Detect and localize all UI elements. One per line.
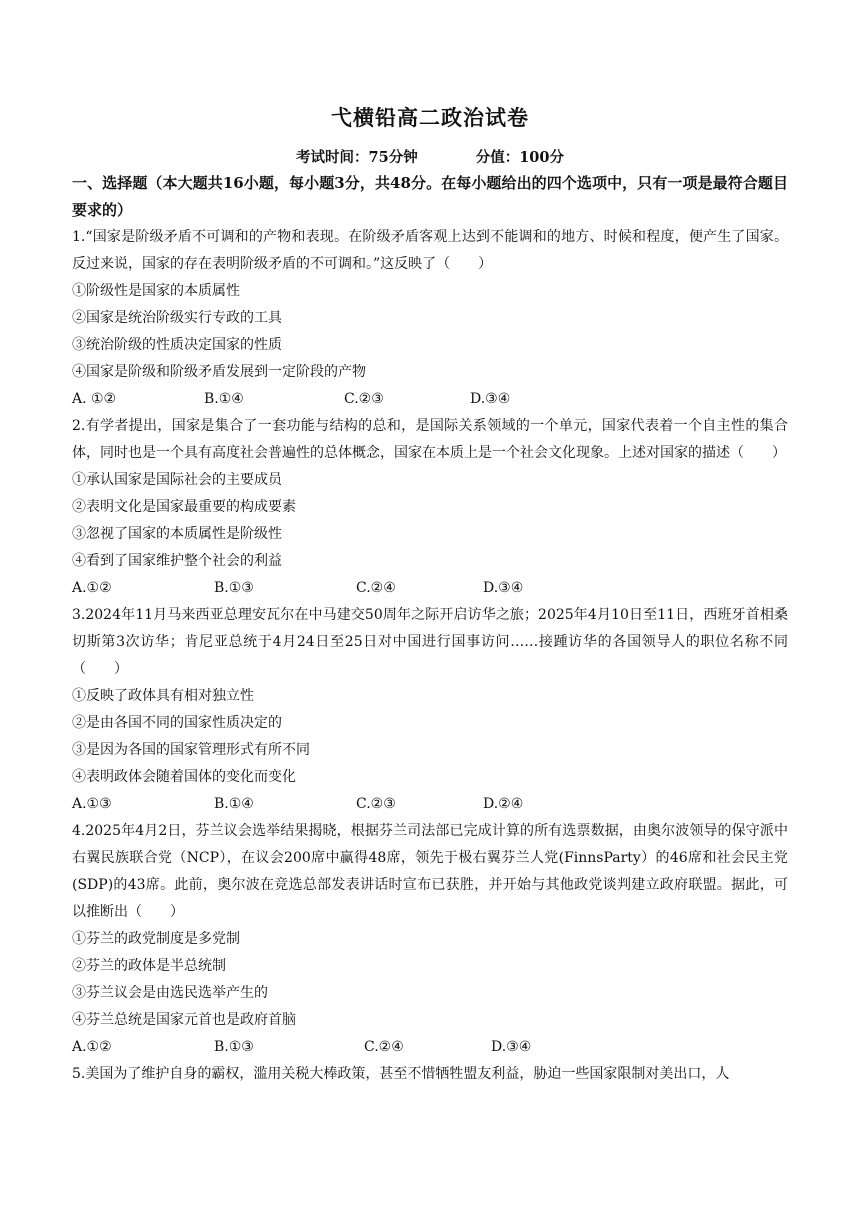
statement-item: ④表明政体会随着国体的变化而变化 bbox=[72, 769, 296, 785]
statement-item: ④芬兰总统是国家元首也是政府首脑 bbox=[72, 1012, 296, 1028]
answer-option: D.③④ bbox=[470, 391, 511, 407]
statement-item: ③芬兰议会是由选民选举产生的 bbox=[72, 985, 268, 1001]
statement-item: ①承认国家是国际社会的主要成员 bbox=[72, 472, 282, 488]
statement-item: ①反映了政体具有相对独立性 bbox=[72, 688, 254, 704]
answer-option: B.①③ bbox=[214, 1039, 254, 1055]
answer-option: A.①② bbox=[72, 580, 112, 596]
answer-option: D.③④ bbox=[483, 580, 524, 596]
answer-option: D.②④ bbox=[483, 796, 524, 812]
statement-item: ③是因为各国的国家管理形式有所不同 bbox=[72, 742, 310, 758]
answer-options bbox=[72, 1034, 788, 1061]
answer-option: A. ①② bbox=[72, 391, 117, 407]
question-stem: 5.美国为了维护自身的霸权，滥用关税大棒政策，甚至不惜牺牲盟友利益，胁迫一些国家限制对美出口，人 bbox=[72, 1066, 730, 1082]
statement-item: ③统治阶级的性质决定国家的性质 bbox=[72, 337, 282, 353]
answer-option: C.②③ bbox=[356, 796, 396, 812]
statement-item: ②是由各国不同的国家性质决定的 bbox=[72, 715, 282, 731]
answer-option: D.③④ bbox=[491, 1039, 532, 1055]
exam-title: 弋横铅高二政治试卷 bbox=[331, 105, 529, 130]
statement-item: ②芬兰的政体是半总统制 bbox=[72, 958, 226, 974]
answer-option: A.①② bbox=[72, 1039, 112, 1055]
question-block bbox=[72, 413, 788, 602]
answer-option: B.①④ bbox=[204, 391, 244, 407]
question-stem: 4.2025年4月2日，芬兰议会选举结果揭晓，根据芬兰司法部已完成计算的所有选票数据，由奥尔波领导的保守派中右翼民族联合党（NCP），在议会200席中赢得48席，领先于极右翼芬兰人党(FinnsParty）的46席和社会民主党(SDP)的43席。此前，奥尔波在竞选总部发表讲话时宣布已获胜，并开始与其他政党谈判建立政府联盟。据此，可以推断出（ ） bbox=[72, 823, 788, 920]
answer-option: C.②④ bbox=[356, 580, 396, 596]
answer-option: C.②③ bbox=[344, 391, 384, 407]
statement-item: ④国家是阶级和阶级矛盾发展到一定阶段的产物 bbox=[72, 364, 366, 380]
answer-option: B.①③ bbox=[214, 580, 254, 596]
answer-options bbox=[72, 575, 788, 602]
question-block bbox=[72, 602, 788, 818]
statement-item: ④看到了国家维护整个社会的利益 bbox=[72, 553, 282, 569]
question-block bbox=[72, 1061, 788, 1088]
answer-option: C.②④ bbox=[364, 1039, 404, 1055]
statement-item: ②表明文化是国家最重要的构成要素 bbox=[72, 499, 296, 515]
question-stem: 1.“国家是阶级矛盾不可调和的产物和表现。在阶级矛盾客观上达到不能调和的地方、时候和程度，便产生了国家。反过来说，国家的存在表明阶级矛盾的不可调和。”这反映了（ ） bbox=[72, 229, 788, 272]
answer-option: B.①④ bbox=[214, 796, 254, 812]
question-stem: 2.有学者提出，国家是集合了一套功能与结构的总和，是国际关系领域的一个单元，国家代表着一个自主性的集合体，同时也是一个具有高度社会普遍性的总体概念，国家在本质上是一个社会文化现象。上述对国家的描述（ ） bbox=[72, 418, 788, 461]
question-stem: 3.2024年11月马来西亚总理安瓦尔在中马建交50周年之际开启访华之旅；2025年4月10日至11日，西班牙首相桑切斯第3次访华；肯尼亚总统于4月24日至25日对中国进行国事访问……接踵访华的各国领导人的职位名称不同（ ） bbox=[72, 607, 788, 677]
exam-time: 考试时间：75分钟 bbox=[296, 149, 418, 166]
answer-option: A.①③ bbox=[72, 796, 112, 812]
answer-options bbox=[72, 791, 788, 818]
statement-item: ①芬兰的政党制度是多党制 bbox=[72, 931, 240, 947]
answer-options bbox=[72, 386, 788, 413]
section-heading: 一、选择题（本大题共16小题，每小题3分，共48分。在每小题给出的四个选项中，只有一项是最符合题目要求的） bbox=[72, 174, 788, 219]
question-block bbox=[72, 224, 788, 413]
question-list bbox=[72, 224, 788, 1088]
exam-info bbox=[0, 146, 860, 167]
statement-item: ①阶级性是国家的本质属性 bbox=[72, 283, 240, 299]
statement-item: ③忽视了国家的本质属性是阶级性 bbox=[72, 526, 282, 542]
exam-score: 分值：100分 bbox=[475, 149, 564, 166]
question-block bbox=[72, 818, 788, 1061]
statement-item: ②国家是统治阶级实行专政的工具 bbox=[72, 310, 282, 326]
